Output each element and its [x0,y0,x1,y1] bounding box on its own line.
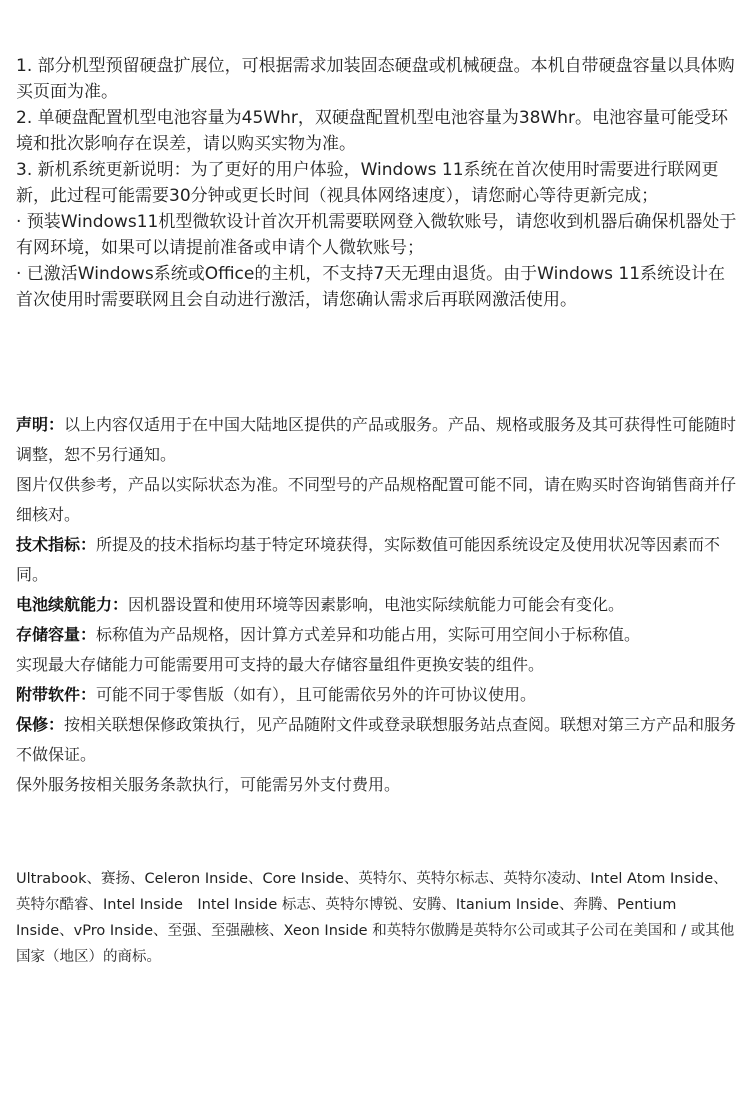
storage-label: 存储容量： [16,625,97,644]
specs-paragraph [16,530,738,590]
statement-label: 声明： [16,415,65,434]
trademark-text: Ultrabook、赛扬、Celeron Inside、Core Inside、英特尔、英特尔标志、英特尔凌动、Intel Atom Inside、英特尔酷睿、Intel Inside Intel Inside 标志、英特尔博锐、安腾、Itanium Inside、奔腾、Pentium Inside、vPro Inside、至强、至强融核、Xeon Inside 和英特尔傲腾是英特尔公司或其子公司在美国和 / 或其他国家（地区）的商标。 [16,871,735,965]
storage-note: 实现最大存储能力可能需要用可支持的最大存储容量组件更换安装的组件。 [16,655,545,674]
warranty-note: 保外服务按相关服务条款执行，可能需另外支付费用。 [16,775,401,794]
software-paragraph [16,680,738,710]
storage-paragraph [16,620,738,650]
statement-text: 以上内容仅适用于在中国大陆地区提供的产品或服务。产品、规格或服务及其可获得性可能随时调整，恕不另行通知。 [16,415,737,464]
product-notes [16,53,738,313]
image-note: 图片仅供参考，产品以实际状态为准。不同型号的产品规格配置可能不同，请在购买时咨询销售商并仔细核对。 [16,475,737,524]
note-item: · 已激活Windows系统或Office的主机，不支持7天无理由退货。由于Windows 11系统设计在首次使用时需要联网且会自动进行激活，请您确认需求后再联网激活使用。 [16,264,726,310]
trademark-notice [16,866,738,970]
battery-text: 因机器设置和使用环境等因素影响，电池实际续航能力可能会有变化。 [128,595,625,614]
specs-label: 技术指标： [16,535,97,554]
warranty-text: 按相关联想保修政策执行，见产品随附文件或登录联想服务站点查阅。联想对第三方产品和服务不做保证。 [16,715,737,764]
note-item: 3. 新机系统更新说明：为了更好的用户体验，Windows 11系统在首次使用时需要进行联网更新，此过程可能需要30分钟或更长时间（视具体网络速度），请您耐心等待更新完成； [16,160,719,206]
software-text: 可能不同于零售版（如有），且可能需依另外的许可协议使用。 [96,685,537,704]
statement-paragraph [16,410,738,470]
software-label: 附带软件： [16,685,97,704]
specs-text: 所提及的技术指标均基于特定环境获得，实际数值可能因系统设定及使用状况等因素而不同。 [16,535,721,584]
note-item: 1. 部分机型预留硬盘扩展位，可根据需求加装固态硬盘或机械硬盘。本机自带硬盘容量以具体购买页面为准。 [16,56,735,102]
note-item: · 预装Windows11机型微软设计首次开机需要联网登入微软账号，请您收到机器后确保机器处于有网环境，如果可以请提前准备或申请个人微软账号； [16,212,737,258]
note-item: 2. 单硬盘配置机型电池容量为45Whr，双硬盘配置机型电池容量为38Whr。电池容量可能受环境和批次影响存在误差，请以购买实物为准。 [16,108,729,154]
disclaimer-section [16,410,738,800]
battery-label: 电池续航能力： [16,595,129,614]
storage-text: 标称值为产品规格，因计算方式差异和功能占用，实际可用空间小于标称值。 [96,625,641,644]
battery-paragraph [16,590,738,620]
warranty-label: 保修： [16,715,65,734]
warranty-paragraph [16,710,738,770]
